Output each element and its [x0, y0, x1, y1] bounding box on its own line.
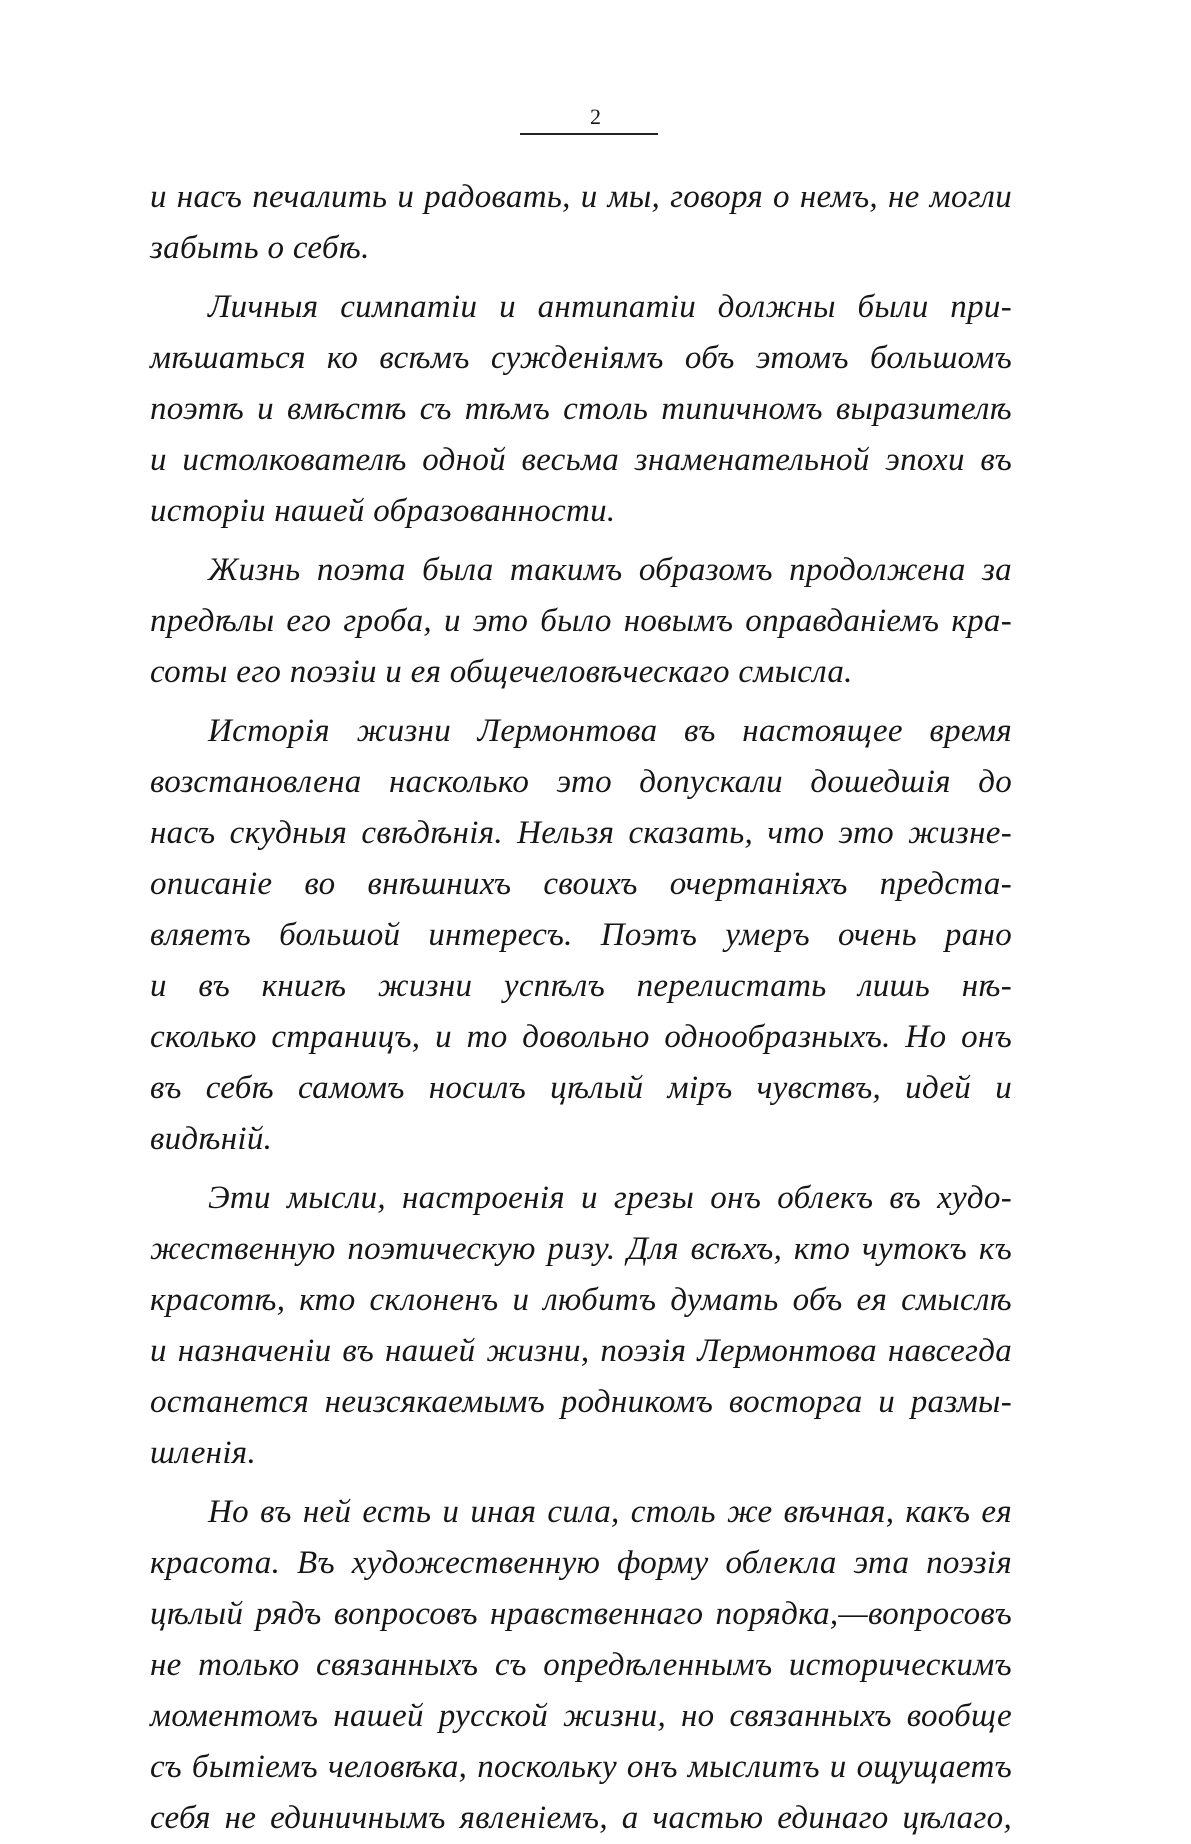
body-text	[150, 172, 1012, 1844]
text-line: моментомъ нашей русской жизни, но связанныхъ вообще	[150, 1698, 1012, 1734]
page-number-rule	[520, 133, 658, 135]
text-line: описаніе во внѣшнихъ своихъ очертаніяхъ предста-	[150, 866, 1012, 902]
text-line: забыть о себѣ.	[150, 230, 370, 266]
text-line: жественную поэтическую ризу. Для всѣхъ, кто чутокъ къ	[150, 1231, 1012, 1267]
text-line: видѣній.	[150, 1121, 273, 1157]
paragraph	[150, 1173, 1012, 1479]
text-line: и истолкователѣ одной весьма знаменательной эпохи въ	[150, 442, 1012, 478]
text-line: насъ скудныя свѣдѣнія. Нельзя сказать, что это жизне-	[150, 815, 1012, 851]
text-line: себя не единичнымъ явленіемъ, а частью единаго цѣлаго,	[150, 1800, 1012, 1836]
text-line: Личныя симпатіи и антипатіи должны были при-	[208, 289, 1012, 325]
text-line: цѣлый рядъ вопросовъ нравственнаго порядка,—вопросовъ	[150, 1596, 1012, 1632]
text-line: Исторія жизни Лермонтова въ настоящее время	[208, 713, 1012, 749]
text-line: шленія.	[150, 1435, 256, 1471]
text-line: съ бытіемъ человѣка, поскольку онъ мыслитъ и ощущаетъ	[150, 1749, 1012, 1785]
text-line: и въ книгѣ жизни успѣлъ перелистать лишь нѣ-	[150, 968, 1012, 1004]
text-line: соты его поэзіи и ея общечеловѣческаго смысла.	[150, 654, 853, 690]
paragraph	[150, 706, 1012, 1165]
text-line: сколько страницъ, и то довольно однообразныхъ. Но онъ	[150, 1019, 1012, 1055]
text-line: Но въ ней есть и иная сила, столь же вѣчная, какъ ея	[208, 1494, 1012, 1530]
text-line: въ себѣ самомъ носилъ цѣлый міръ чувствъ, идей и	[150, 1070, 1012, 1106]
text-line: Жизнь поэта была такимъ образомъ продолжена за	[208, 552, 1012, 588]
page-number: 2	[590, 104, 601, 129]
paragraph	[150, 172, 1012, 274]
text-line: и насъ печалить и радовать, и мы, говоря о немъ, не могли	[150, 179, 1012, 215]
text-line: останется неизсякаемымъ родникомъ восторга и размы-	[150, 1384, 1012, 1420]
text-line: красота. Въ художественную форму облекла эта поэзія	[150, 1545, 1012, 1581]
text-line: красотѣ, кто склоненъ и любитъ думать объ ея смыслѣ	[150, 1282, 1012, 1318]
text-line: мѣшаться ко всѣмъ сужденіямъ объ этомъ большомъ	[150, 340, 1012, 376]
text-line: Эти мысли, настроенія и грезы онъ облекъ въ худо-	[208, 1180, 1012, 1216]
text-line: исторіи нашей образованности.	[150, 493, 616, 529]
text-line: не только связанныхъ съ опредѣленнымъ историческимъ	[150, 1647, 1012, 1683]
paragraph	[150, 282, 1012, 537]
text-line: вляетъ большой интересъ. Поэтъ умеръ очень рано	[150, 917, 1012, 953]
text-line: возстановлена насколько это допускали дошедшія до	[150, 764, 1012, 800]
paragraph	[150, 545, 1012, 698]
text-line: и назначеніи въ нашей жизни, поэзія Лермонтова навсегда	[150, 1333, 1012, 1369]
paragraph	[150, 1487, 1012, 1844]
text-line: поэтѣ и вмѣстѣ съ тѣмъ столь типичномъ выразителѣ	[150, 391, 1012, 427]
text-line: предѣлы его гроба, и это было новымъ оправданіемъ кра-	[150, 603, 1012, 639]
